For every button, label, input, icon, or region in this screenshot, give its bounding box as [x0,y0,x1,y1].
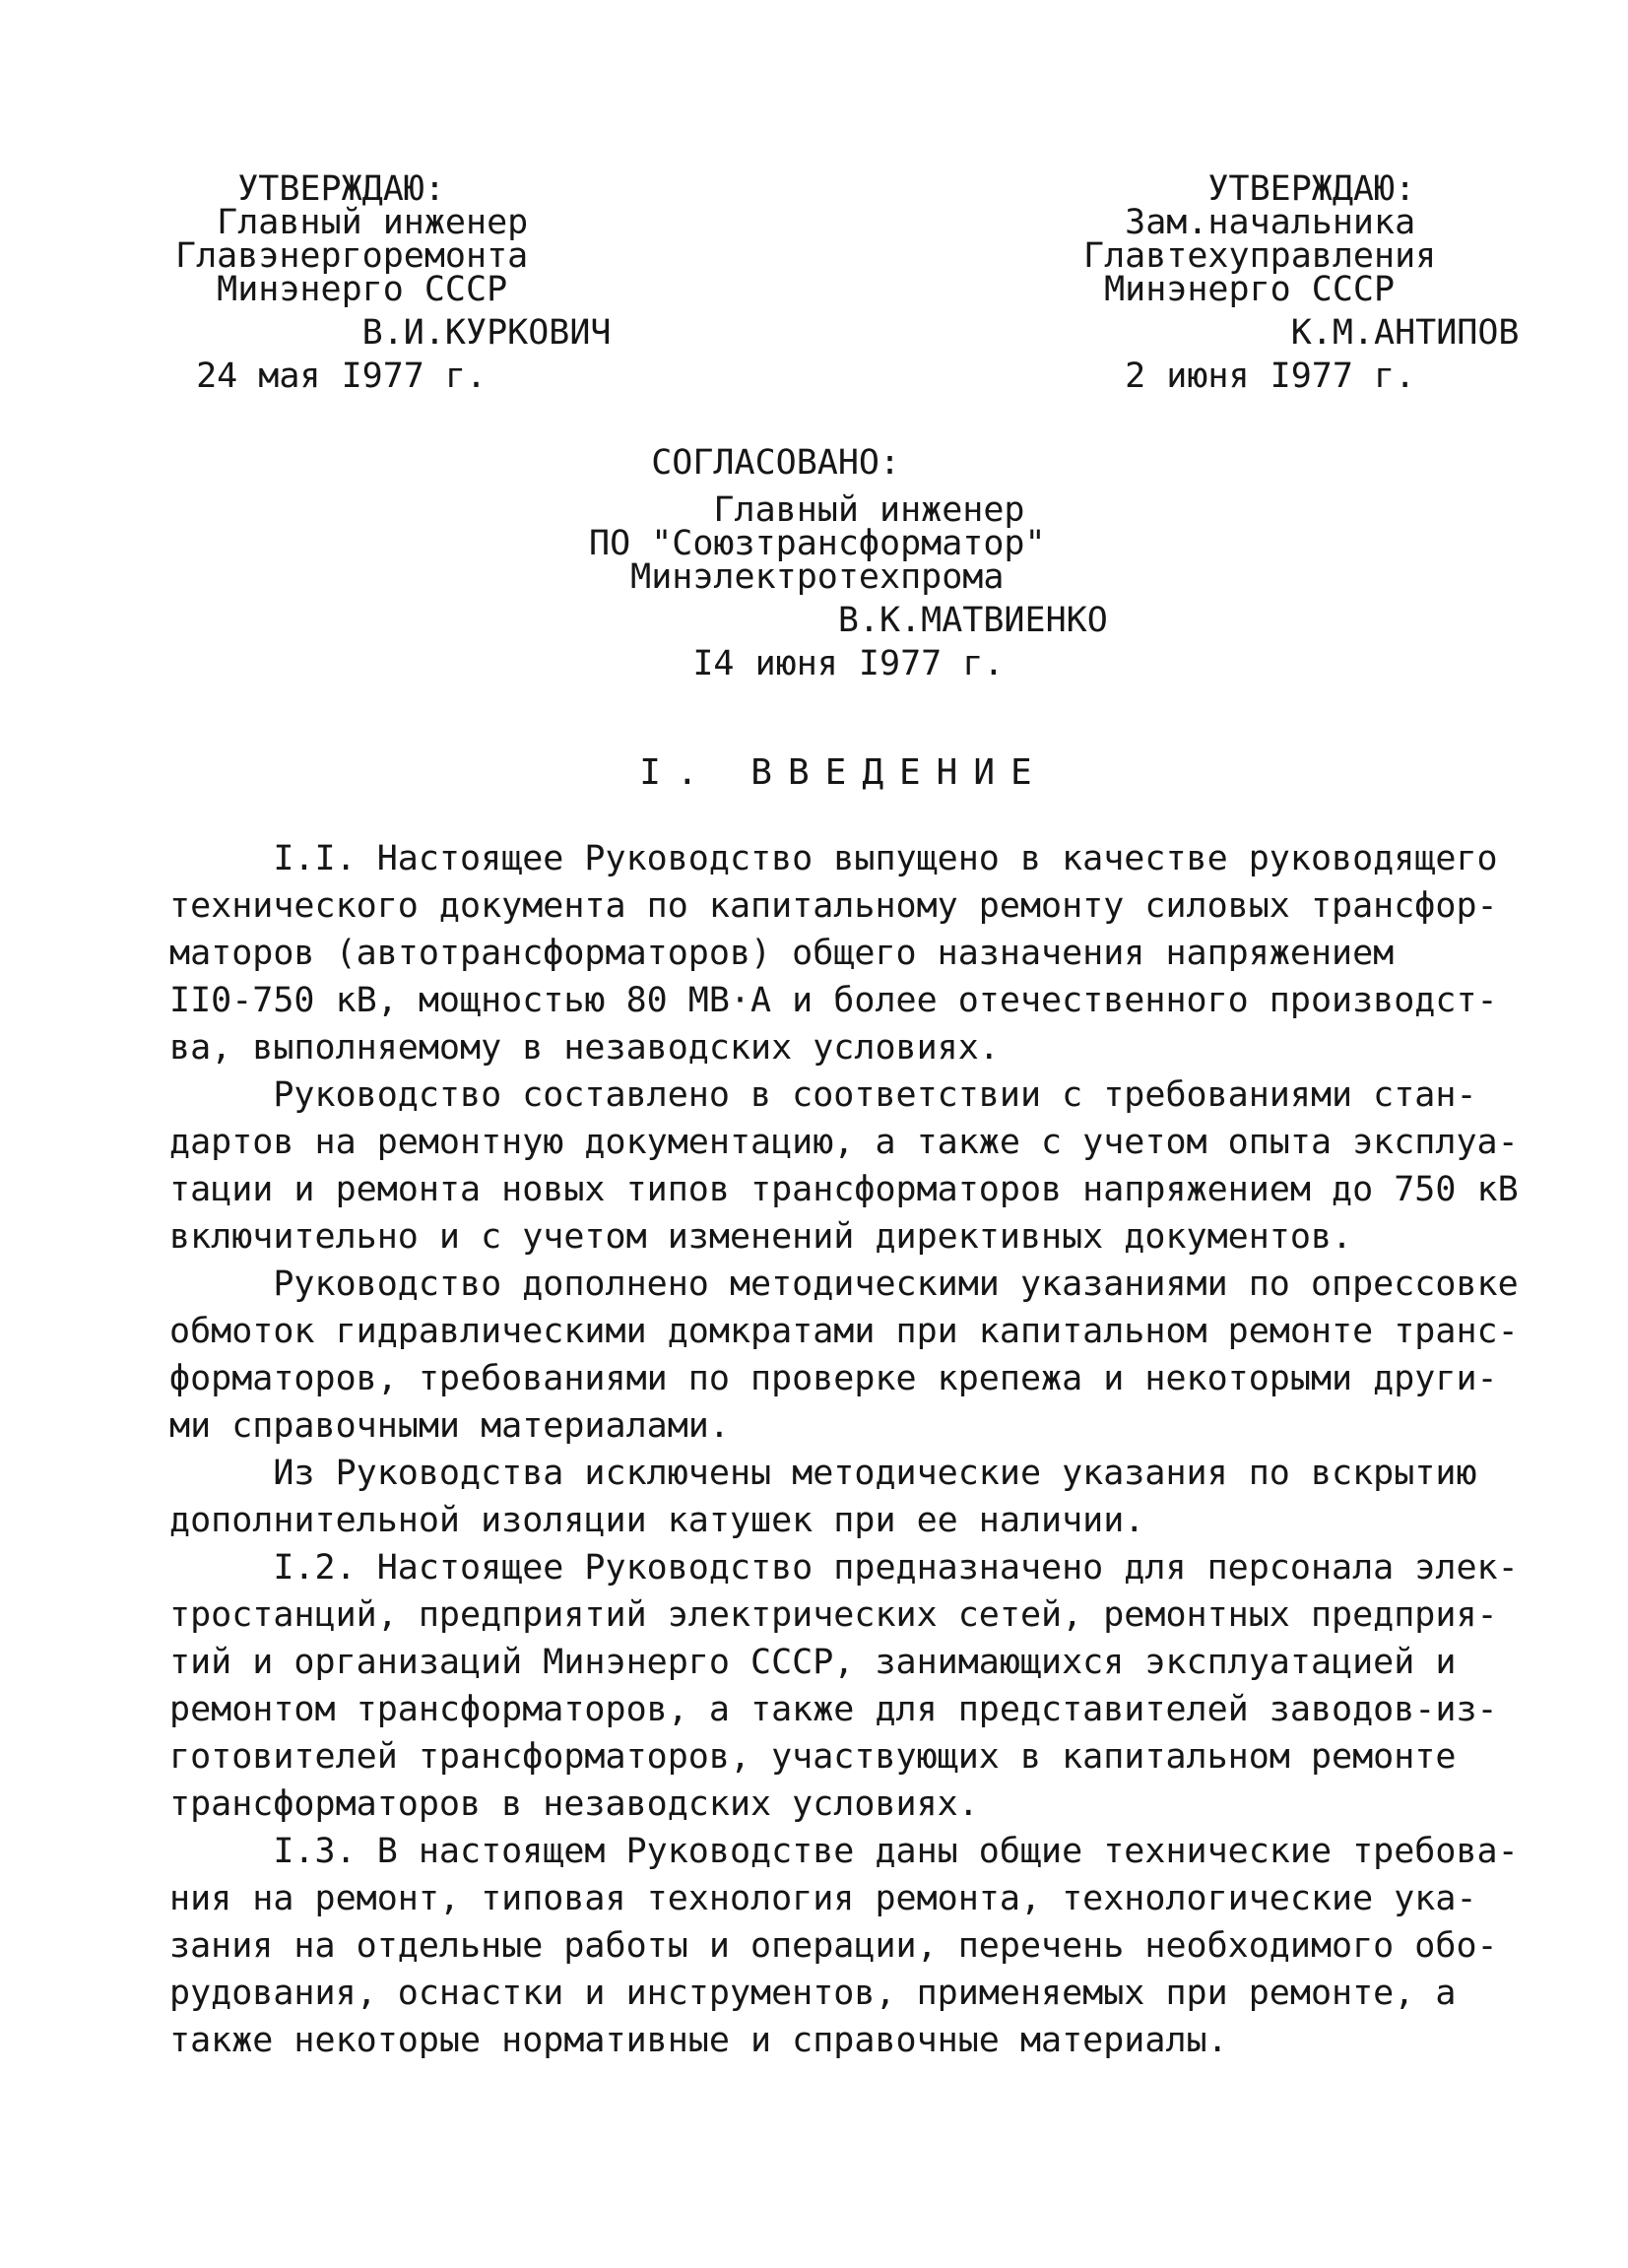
approval-left-department: Главэнергоремонта [175,236,529,276]
body-line: трансформаторов в незаводских условиях. [169,1784,979,1824]
body-line: зания на отдельные работы и операции, перечень необходимого обо- [169,1926,1498,1966]
body-line: Руководство составлено в соответствии с требованиями стан- [169,1075,1477,1115]
approval-left-position: Главный инженер [175,203,529,242]
agreed-block [589,443,1108,683]
approval-left-title: УТВЕРЖДАЮ: [175,169,445,209]
agreed-position: Главный инженер [589,490,1025,530]
body-text [169,835,1519,2064]
approval-right-title: УТВЕРЖДАЮ: [1083,169,1416,209]
approval-block-right [1083,169,1520,396]
body-line: готовителей трансформаторов, участвующих в капитальном ремонте [169,1737,1457,1777]
body-line: рудования, оснастки и инструментов, применяемых при ремонте, а [169,1974,1457,2013]
approval-block-left [175,169,612,396]
approval-right-date: 2 июня I977 г. [1083,356,1416,396]
body-line: маторов (автотрансформаторов) общего назначения напряжением [169,934,1395,973]
body-line: дартов на ремонтную документацию, а также с учетом опыта эксплуа- [169,1123,1519,1162]
body-line: Из Руководства исключены методические указания по вскрытию [169,1454,1477,1493]
agreed-organization: ПО "Союзтрансформатор" [589,524,1046,563]
body-line: тации и ремонта новых типов трансформаторов напряжением до 750 кВ [169,1170,1519,1209]
body-line: дополнительной изоляции катушек при ее наличии. [169,1501,1145,1540]
body-line: I.I. Настоящее Руководство выпущено в качестве руководящего [169,839,1498,878]
agreed-title: СОГЛАСОВАНО: [589,443,901,483]
body-line: тий и организаций Минэнерго СССР, занимающихся эксплуатацией и [169,1643,1457,1682]
agreed-ministry: Минэлектротехпрома [589,557,1005,597]
body-line: ва, выполняемому в незаводских условиях. [169,1028,1000,1068]
approval-right-signatory: К.М.АНТИПОВ [1083,313,1520,353]
body-line: Руководство дополнено методическими указаниями по опрессовке [169,1264,1519,1304]
approval-left-ministry: Минэнерго СССР [175,270,508,309]
body-line: включительно и с учетом изменений директивных документов. [169,1217,1353,1257]
approval-right-department: Главтехуправления [1083,236,1437,276]
body-line: I.2. Настоящее Руководство предназначено для персонала элек- [169,1548,1519,1588]
body-line: ми справочными материалами. [169,1406,730,1446]
body-line: форматоров, требованиями по проверке крепежа и некоторыми други- [169,1359,1498,1398]
approval-right-ministry: Минэнерго СССР [1083,270,1396,309]
agreed-date: I4 июня I977 г. [589,644,1005,683]
body-line: технического документа по капитальному ремонту силовых трансфор- [169,886,1498,926]
body-line: также некоторые нормативные и справочные материалы. [169,2021,1228,2060]
agreed-signatory: В.К.МАТВИЕНКО [589,601,1108,640]
approval-left-date: 24 мая I977 г. [175,356,488,396]
body-line: ния на ремонт, типовая технология ремонта, технологические ука- [169,1879,1477,1918]
body-line: II0-750 кВ, мощностью 80 МВ·А и более отечественного производст- [169,981,1498,1020]
approval-right-position: Зам.начальника [1083,203,1416,242]
section-heading: I. ВВЕДЕНИЕ [639,752,1048,793]
body-line: ремонтом трансформаторов, а также для представителей заводов-из- [169,1690,1498,1729]
approval-left-signatory: В.И.КУРКОВИЧ [175,313,612,353]
body-line: тростанций, предприятий электрических сетей, ремонтных предприя- [169,1595,1498,1635]
body-line: обмоток гидравлическими домкратами при капитальном ремонте транс- [169,1312,1519,1351]
body-line: I.3. В настоящем Руководстве даны общие технические требова- [169,1832,1519,1871]
